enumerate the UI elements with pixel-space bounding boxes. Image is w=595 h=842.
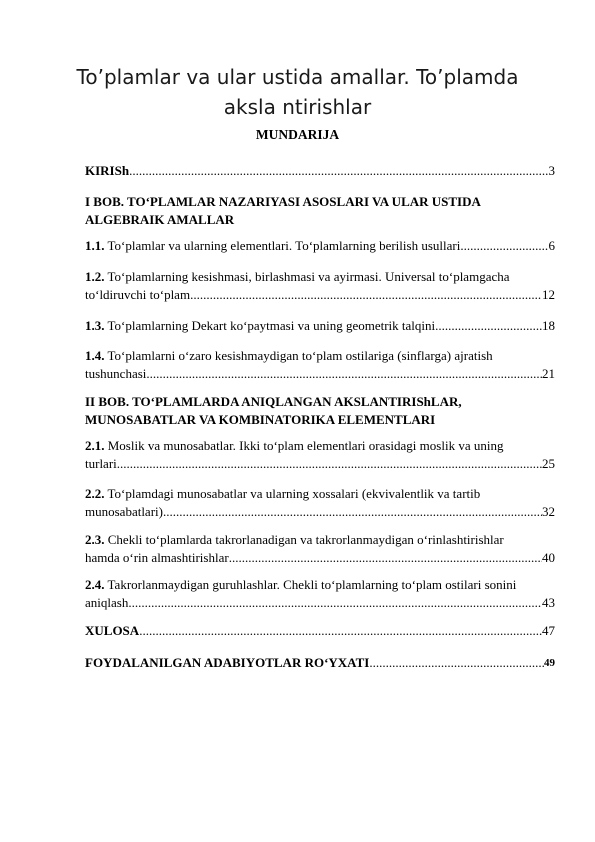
toc-entry-label: XULOSA <box>85 623 140 638</box>
dot-leader <box>369 654 544 672</box>
section-number: 2.1. <box>85 438 105 453</box>
toc-entry-label: Moslik va munosabatlar. Ikki to‘plam elementlari orasidagi moslik va uning <box>107 438 504 453</box>
dot-leader <box>117 455 542 473</box>
section-number: 2.4. <box>85 577 105 592</box>
section-number: 1.1. <box>85 238 105 253</box>
toc-page-number: 18 <box>542 318 555 333</box>
toc-entry-1-3[interactable] <box>85 317 555 335</box>
toc-page-number: 40 <box>542 550 555 565</box>
toc-entry-label-cont: turlari <box>85 456 117 471</box>
toc-page-number: 47 <box>542 623 555 638</box>
toc-entry-label: FOYDALANILGAN ADABIYOTLAR RO‘YXATI <box>85 655 370 670</box>
dot-leader <box>128 594 542 612</box>
toc-page-number: 21 <box>542 366 555 381</box>
toc-entry-label-cont: aniqlash <box>85 595 129 610</box>
toc-entry-label: KIRISh <box>85 163 130 178</box>
toc-page-number: 32 <box>542 504 555 519</box>
dot-leader <box>146 365 542 383</box>
toc-heading: MUNDARIJA <box>255 127 340 142</box>
toc-entry-label: Takrorlanmaydigan guruhlashlar. Chekli to‘plamlarning to‘plam ostilari sonini <box>107 577 517 592</box>
toc-page-number: 3 <box>548 163 555 178</box>
toc-entry-2-3[interactable] <box>85 531 555 567</box>
dot-leader <box>435 317 542 335</box>
toc-entry-references[interactable] <box>85 654 555 672</box>
toc-page-number: 6 <box>548 238 555 253</box>
toc-entry-2-2[interactable] <box>85 485 555 521</box>
toc-entry-2-1[interactable] <box>85 437 555 473</box>
toc-chapter-2[interactable] <box>85 393 555 429</box>
chapter-title-line: MUNOSABATLAR VA KOMBINATORIKA ELEMENTLARI <box>85 412 436 427</box>
toc-entry-label: To‘plamdagi munosabatlar va ularning xossalari (ekvivalentlik va tartib <box>107 486 481 501</box>
toc-entry-intro[interactable] <box>85 162 555 180</box>
chapter-title-line: II BOB. TO‘PLAMLARDA ANIQLANGAN AKSLANTIRIShLAR, <box>85 394 462 409</box>
toc-entry-label-cont: tushunchasi <box>85 366 147 381</box>
toc-entry-label: Chekli to‘plamlarda takrorlanadigan va takrorlanmaydigan o‘rinlashtirishlar <box>107 532 504 547</box>
section-number: 1.3. <box>85 318 105 333</box>
toc-page-number: 12 <box>542 287 555 302</box>
toc-entry-label-cont: hamda o‘rin almashtirishlar <box>85 550 229 565</box>
section-number: 2.3. <box>85 532 105 547</box>
dot-leader <box>460 237 548 255</box>
toc-chapter-1[interactable]: I BOB. TO‘PLAMLAR NAZARIYASI ASOSLARI VA ULAR USTIDA ALGEBRAIK AMALLAR <box>85 194 481 227</box>
dot-leader <box>190 286 542 304</box>
toc-entry-1-1[interactable] <box>85 237 555 255</box>
dot-leader <box>229 549 542 567</box>
toc-page-number: 43 <box>542 595 555 610</box>
toc-entry-label: To‘plamlarning kesishmasi, birlashmasi va ayirmasi. Universal to‘plamgacha <box>107 269 510 284</box>
toc-entry-label: To‘plamlarni o‘zaro kesishmaydigan to‘plam ostilariga (sinflarga) ajratish <box>107 348 493 363</box>
toc-entry-conclusion[interactable] <box>85 622 555 640</box>
toc-page-number: 25 <box>542 456 555 471</box>
dot-leader <box>129 162 548 180</box>
toc-entry-label-cont: munosabatlari) <box>85 504 163 519</box>
toc-entry-label-cont: to‘ldiruvchi to‘plam <box>85 287 191 302</box>
toc-entry-2-4[interactable] <box>85 576 555 612</box>
section-number: 1.4. <box>85 348 105 363</box>
dot-leader <box>139 622 542 640</box>
section-number: 2.2. <box>85 486 105 501</box>
toc-entry-label: To‘plamlar va ularning elementlari. To‘plamlarning berilish usullari <box>107 238 461 253</box>
toc-page-number: 49 <box>544 657 555 669</box>
document-title: To’plamlar va ular ustida amallar. To’plamda aksla ntirishlar <box>76 65 519 119</box>
section-number: 1.2. <box>85 269 105 284</box>
toc-entry-1-2[interactable] <box>85 268 555 304</box>
toc-entry-label: To‘plamlarning Dekart ko‘paytmasi va uning geometrik talqini <box>107 318 436 333</box>
toc-entry-1-4[interactable] <box>85 347 555 383</box>
dot-leader <box>163 503 542 521</box>
